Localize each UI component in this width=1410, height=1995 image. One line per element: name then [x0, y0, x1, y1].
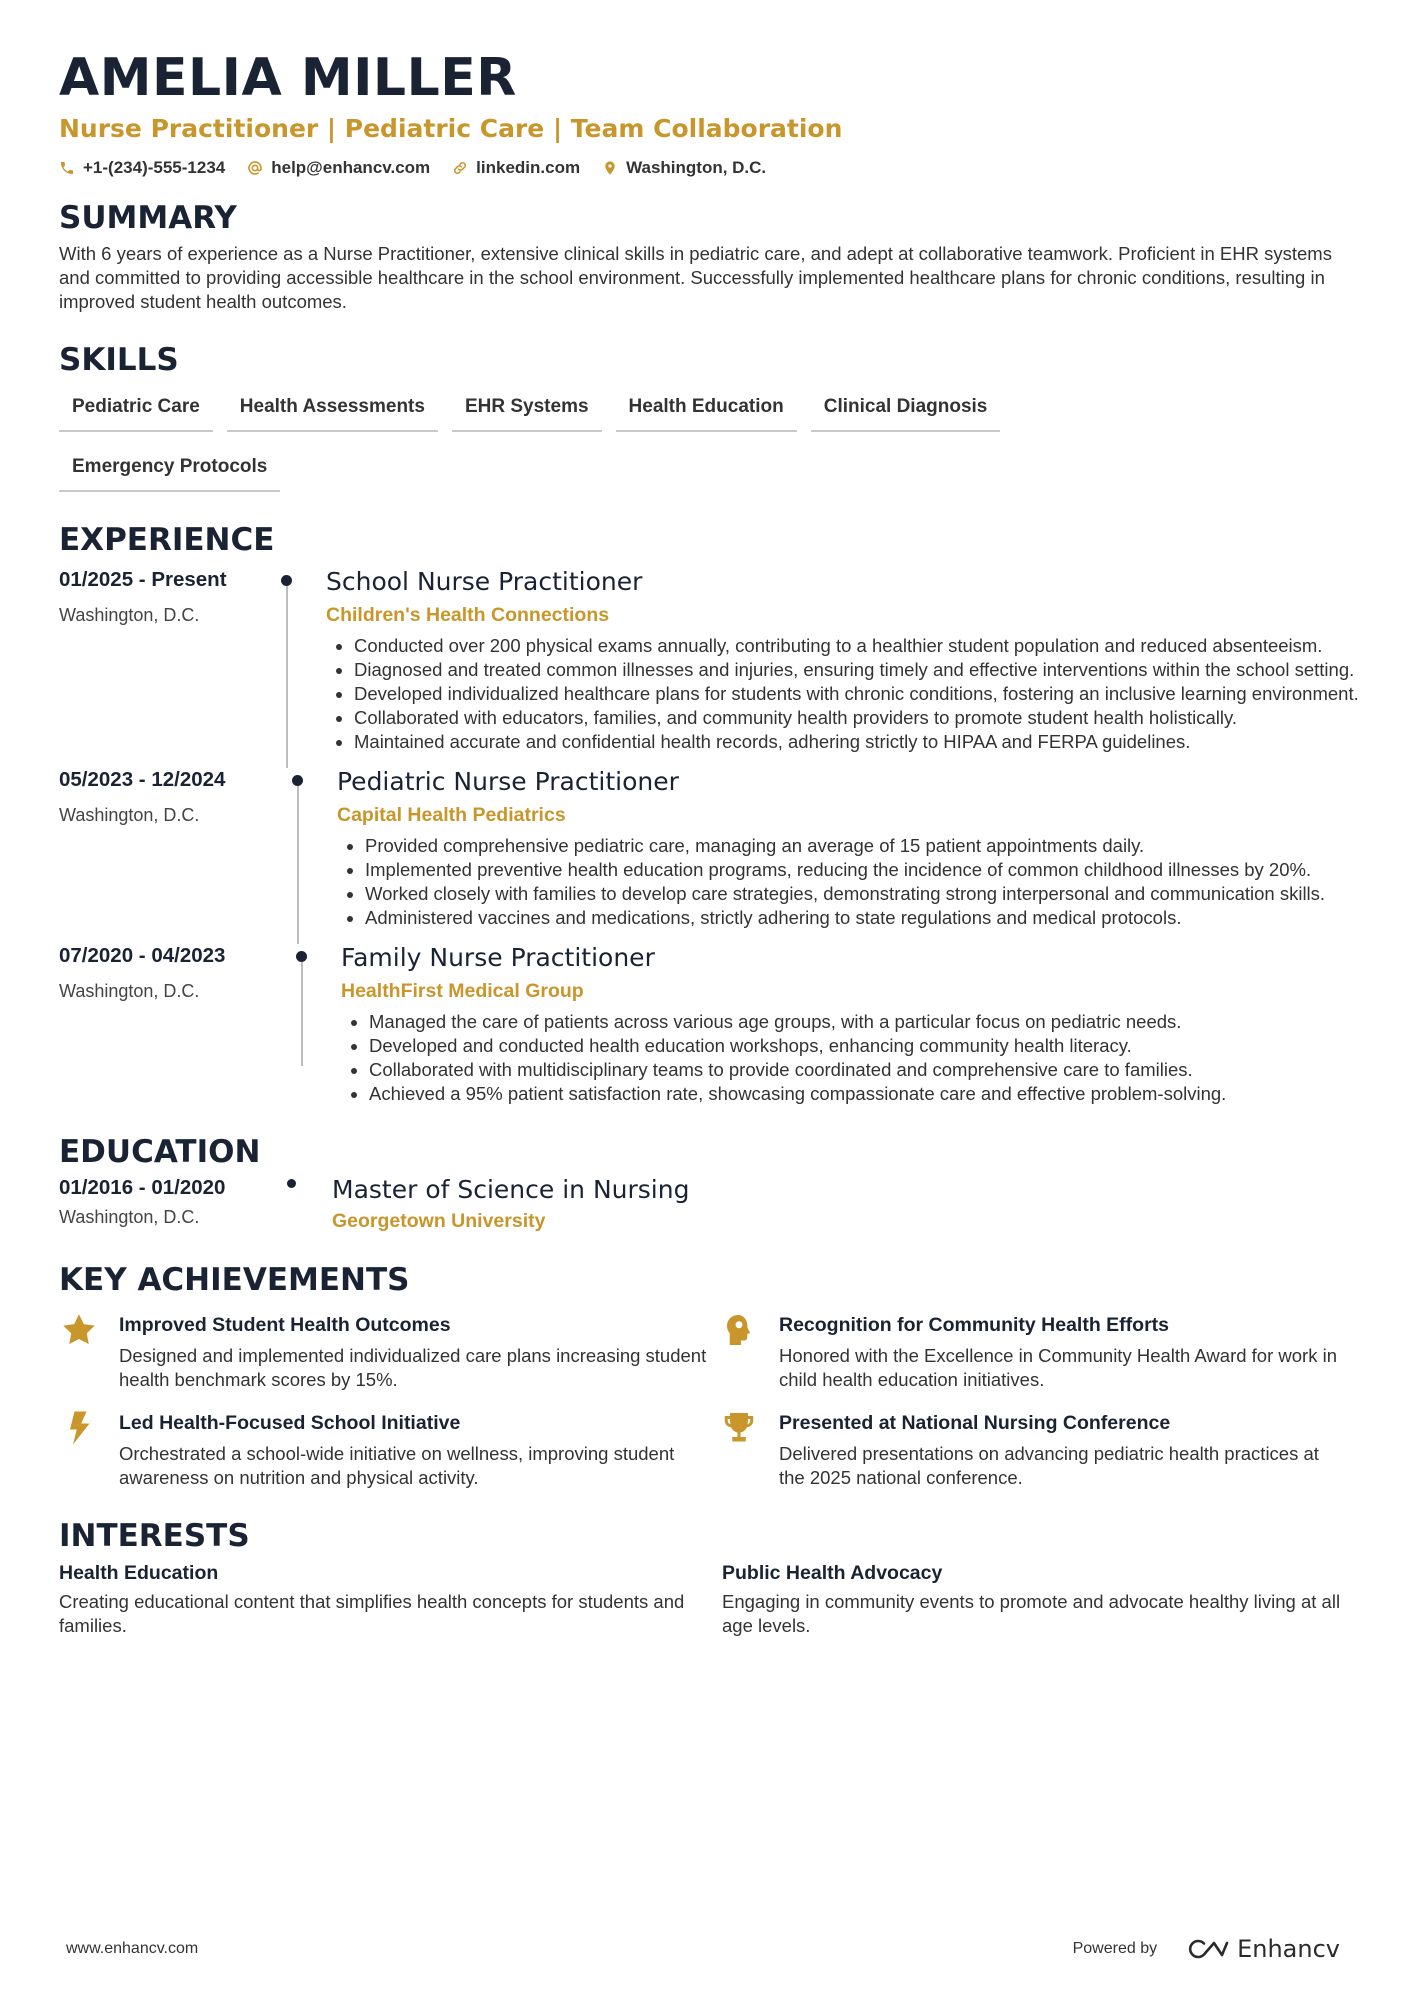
bullet-item: • Worked closely with families to develop care strategies, demonstrating strong interpersonal and communication skills. — [365, 882, 1359, 906]
achievement-desc: Orchestrated a school-wide initiative on wellness, improving student awareness on nutrition and physical activity. — [119, 1443, 675, 1488]
degree-title: Master of Science in Nursing — [332, 1175, 690, 1204]
experience-location: Washington, D.C. — [59, 981, 200, 1001]
contact-email-text: help@enhancv.com — [271, 158, 431, 177]
skill-tag: Pediatric Care — [59, 386, 213, 432]
achievement-item — [719, 1312, 1339, 1392]
company-name: HealthFirst Medical Group — [341, 980, 584, 1002]
achievements-section — [59, 1260, 1359, 1490]
achievement-title: Presented at National Nursing Conference — [779, 1412, 1171, 1434]
contact-phone[interactable] — [59, 158, 225, 178]
timeline-marker — [299, 942, 341, 1106]
summary-title: SUMMARY — [59, 200, 237, 236]
brand-name: Enhancv — [1237, 1935, 1340, 1963]
experience-details — [341, 942, 1359, 1106]
skills-title: SKILLS — [59, 342, 179, 378]
headline: Nurse Practitioner | Pediatric Care | Team Collaboration — [59, 114, 843, 143]
company-name: Capital Health Pediatrics — [337, 804, 566, 826]
contact-bar — [59, 158, 1359, 178]
star-icon — [61, 1312, 97, 1348]
summary-text: With 6 years of experience as a Nurse Practitioner, extensive clinical skills in pediatric care, and adept at collaborative teamwork. Proficient in EHR systems and committed to providing accessible healthcare in the school environment. Successfully implemented healthcare plans for chronic conditions, resulting in improved student health outcomes. — [59, 243, 1332, 312]
experience-date: 01/2025 - Present — [59, 568, 227, 591]
contact-location — [602, 158, 766, 178]
interests-grid — [59, 1560, 1359, 1638]
lightning-icon — [61, 1410, 97, 1446]
achievement-item — [59, 1410, 719, 1490]
timeline-marker — [295, 766, 337, 930]
achievement-icon-wrap — [719, 1410, 779, 1490]
experience-meta — [59, 942, 299, 1106]
achievements-title: KEY ACHIEVEMENTS — [59, 1262, 410, 1298]
bullet-list — [341, 1010, 1359, 1106]
education-section — [59, 1132, 1359, 1234]
experience-date: 07/2020 - 04/2023 — [59, 944, 226, 967]
bullet-item: • Managed the care of patients across various age groups, with a particular focus on pediatric needs. — [369, 1010, 1359, 1034]
bullet-item: • Provided comprehensive pediatric care, managing an average of 15 patient appointments daily. — [365, 834, 1359, 858]
interest-item — [59, 1560, 722, 1638]
experience-meta — [59, 566, 284, 754]
skill-tag: Clinical Diagnosis — [811, 386, 1001, 432]
achievement-icon-wrap — [719, 1312, 779, 1392]
achievement-title: Led Health-Focused School Initiative — [119, 1412, 461, 1434]
at-icon — [247, 160, 263, 176]
interest-title: Health Education — [59, 1562, 219, 1584]
summary-section — [59, 198, 1359, 314]
trophy-icon — [721, 1410, 757, 1446]
experience-location: Washington, D.C. — [59, 605, 200, 625]
achievement-item — [719, 1410, 1339, 1490]
powered-by-label: Powered by — [1072, 1940, 1158, 1957]
contact-linkedin-text: linkedin.com — [476, 158, 581, 177]
achievement-icon-wrap — [59, 1312, 119, 1392]
skill-tag: Health Assessments — [227, 386, 438, 432]
head-icon — [721, 1312, 757, 1348]
interest-desc: Engaging in community events to promote and advocate healthy living at all age levels. — [722, 1591, 1341, 1636]
education-meta — [59, 1174, 290, 1234]
skill-tag: Emergency Protocols — [59, 446, 280, 492]
bullet-item: • Developed individualized healthcare plans for students with chronic conditions, fostering an inclusive learning environment. — [354, 682, 1359, 706]
contact-email[interactable] — [247, 158, 430, 178]
skills-section — [59, 340, 1359, 492]
achievement-icon-wrap — [59, 1410, 119, 1490]
phone-icon — [59, 160, 75, 176]
timeline-line — [286, 586, 288, 768]
contact-linkedin[interactable] — [452, 158, 580, 178]
school-name: Georgetown University — [332, 1210, 546, 1232]
contact-phone-text: +1-(234)-555-1234 — [83, 158, 226, 177]
skill-tag: Health Education — [616, 386, 797, 432]
bullet-list — [326, 634, 1359, 754]
contact-location-text: Washington, D.C. — [626, 158, 767, 177]
footer-website-link[interactable]: www.enhancv.com — [66, 1940, 199, 1957]
education-location: Washington, D.C. — [59, 1207, 200, 1227]
achievement-title: Recognition for Community Health Efforts — [779, 1314, 1169, 1336]
bullet-item: • Developed and conducted health education workshops, enhancing community health literacy. — [369, 1034, 1359, 1058]
achievements-grid — [59, 1312, 1359, 1490]
experience-title: EXPERIENCE — [59, 522, 275, 558]
interest-title: Public Health Advocacy — [722, 1562, 943, 1584]
bullet-item: • Implemented preventive health education programs, reducing the incidence of common childhood illnesses by 20%. — [365, 858, 1359, 882]
bullet-item: • Collaborated with educators, families, and community health providers to promote student health holistically. — [354, 706, 1359, 730]
interest-item — [722, 1560, 1342, 1638]
timeline-dot — [287, 1179, 296, 1188]
skill-tag: EHR Systems — [452, 386, 602, 432]
bullet-list — [337, 834, 1359, 930]
experience-entry — [59, 566, 1359, 754]
footer — [66, 1935, 1340, 1963]
timeline-dot — [296, 951, 307, 962]
experience-meta — [59, 766, 295, 930]
enhancv-logo-icon — [1183, 1937, 1229, 1961]
timeline-dot — [292, 775, 303, 786]
interests-section — [59, 1516, 1359, 1638]
education-entry — [59, 1174, 1359, 1234]
experience-entry — [59, 942, 1359, 1106]
timeline-dot — [281, 575, 292, 586]
bullet-item: • Diagnosed and treated common illnesses and injuries, ensuring timely and effective interventions within the school setting. — [354, 658, 1359, 682]
location-pin-icon — [602, 160, 618, 176]
skill-list — [59, 386, 1179, 492]
job-title: School Nurse Practitioner — [326, 567, 643, 596]
experience-details — [326, 566, 1359, 754]
achievement-desc: Designed and implemented individualized care plans increasing student health benchmark scores by 15%. — [119, 1345, 707, 1390]
education-date: 01/2016 - 01/2020 — [59, 1176, 226, 1199]
timeline-line — [301, 962, 303, 1066]
brand-logo[interactable] — [1183, 1935, 1340, 1963]
bullet-item: • Conducted over 200 physical exams annually, contributing to a healthier student population and reduced absenteeism. — [354, 634, 1359, 658]
company-name: Children's Health Connections — [326, 604, 610, 626]
experience-entry — [59, 766, 1359, 930]
experience-location: Washington, D.C. — [59, 805, 200, 825]
resume-page — [59, 46, 1359, 1638]
job-title: Pediatric Nurse Practitioner — [337, 767, 679, 796]
bullet-item: • Achieved a 95% patient satisfaction rate, showcasing compassionate care and effective problem-solving. — [369, 1082, 1359, 1106]
education-title: EDUCATION — [59, 1134, 261, 1170]
bullet-item: • Administered vaccines and medications, strictly adhering to state regulations and medical protocols. — [365, 906, 1359, 930]
education-details — [332, 1174, 1359, 1234]
timeline-marker — [284, 566, 326, 754]
job-title: Family Nurse Practitioner — [341, 943, 655, 972]
timeline-line — [297, 786, 299, 944]
interest-desc: Creating educational content that simplifies health concepts for students and families. — [59, 1591, 685, 1636]
footer-branding — [1073, 1935, 1340, 1963]
candidate-name: AMELIA MILLER — [59, 48, 517, 108]
timeline-marker — [290, 1174, 332, 1234]
experience-date: 05/2023 - 12/2024 — [59, 768, 226, 791]
achievement-desc: Delivered presentations on advancing pediatric health practices at the 2025 national conference. — [779, 1443, 1319, 1488]
link-icon — [452, 160, 468, 176]
bullet-item: • Maintained accurate and confidential health records, adhering strictly to HIPAA and FERPA guidelines. — [354, 730, 1359, 754]
experience-details — [337, 766, 1359, 930]
achievement-item — [59, 1312, 719, 1392]
achievement-title: Improved Student Health Outcomes — [119, 1314, 451, 1336]
bullet-item: • Collaborated with multidisciplinary teams to provide coordinated and comprehensive care to families. — [369, 1058, 1359, 1082]
experience-section — [59, 520, 1359, 1106]
achievement-desc: Honored with the Excellence in Community Health Award for work in child health education initiatives. — [779, 1345, 1337, 1390]
interests-title: INTERESTS — [59, 1518, 250, 1554]
